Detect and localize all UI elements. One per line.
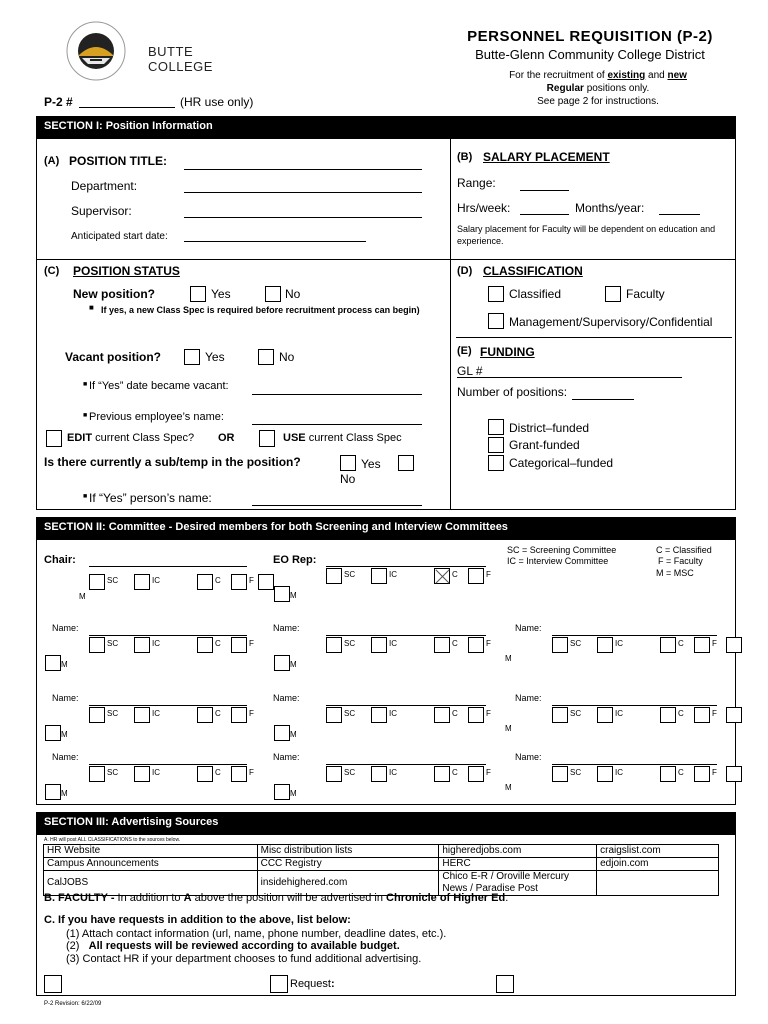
name-label: Name: xyxy=(52,693,79,703)
legend-sc: SC = Screening Committee xyxy=(507,545,617,555)
committee-c-label: C xyxy=(452,709,458,718)
committee-f-label: F xyxy=(486,639,491,648)
committee-m-checkbox[interactable] xyxy=(274,586,290,602)
months-year-field[interactable] xyxy=(659,214,700,215)
bullet-icon: ■ xyxy=(83,412,88,419)
form-title: PERSONNEL REQUISITION (P-2) xyxy=(467,28,713,45)
committee-sc-label: SC xyxy=(344,570,356,579)
advertising-cell: insidehighered.com xyxy=(257,871,439,896)
new-position-no-label: No xyxy=(285,287,301,301)
d-e-divider xyxy=(456,337,732,338)
logo xyxy=(64,20,260,82)
committee-f-checkbox[interactable] xyxy=(468,707,484,723)
committee-m-label: M xyxy=(79,592,86,601)
prev-employee-field[interactable] xyxy=(252,424,422,425)
request-checkbox-2[interactable] xyxy=(270,975,288,993)
committee-ic-label: IC xyxy=(615,709,623,718)
section2-bar: SECTION II: Committee - Desired members for both Screening and Interview Committees xyxy=(36,517,736,539)
name-label: Name: xyxy=(515,693,542,703)
committee-c-checkbox[interactable] xyxy=(197,766,213,782)
committee-c-label: C xyxy=(678,768,684,777)
name-field[interactable] xyxy=(552,635,717,636)
committee-f-checkbox[interactable] xyxy=(231,766,247,782)
faculty-advertising-line xyxy=(44,892,508,904)
grant-funded-checkbox[interactable] xyxy=(488,437,504,453)
edit-class-spec-label xyxy=(67,432,194,444)
use-class-spec-label xyxy=(283,432,402,444)
committee-f-checkbox[interactable] xyxy=(468,637,484,653)
committee-sc-checkbox[interactable] xyxy=(552,707,568,723)
committee-c-checkbox[interactable] xyxy=(660,637,676,653)
legend-ic: IC = Interview Committee xyxy=(507,556,609,566)
num-positions-field[interactable] xyxy=(572,399,634,400)
categorical-funded-checkbox[interactable] xyxy=(488,455,504,471)
committee-c-checkbox[interactable] xyxy=(197,707,213,723)
advertising-cell xyxy=(597,871,719,896)
new-word: new xyxy=(667,70,687,81)
committee-sc-label: SC xyxy=(570,768,582,777)
committee-f-label: F xyxy=(486,709,491,718)
committee-c-checkbox[interactable] xyxy=(434,707,450,723)
committee-m-label: M xyxy=(290,660,297,669)
name-label: Name: xyxy=(273,752,300,762)
committee-c-label: C xyxy=(678,709,684,718)
committee-sc-label: SC xyxy=(570,709,582,718)
committee-f-label: F xyxy=(249,768,254,777)
committee-sc-checkbox[interactable] xyxy=(552,766,568,782)
committee-m-checkbox[interactable] xyxy=(45,655,61,671)
name-field[interactable] xyxy=(552,705,717,706)
advertising-row xyxy=(44,858,719,871)
request-label xyxy=(290,978,335,990)
committee-f-checkbox[interactable] xyxy=(468,766,484,782)
committee-ic-checkbox[interactable] xyxy=(371,766,387,782)
positions-only: positions only. xyxy=(586,83,650,94)
committee-c-label: C xyxy=(452,768,458,777)
subtemp-yes-checkbox[interactable] xyxy=(340,455,356,471)
chronicle-text: Chronicle of Higher Ed xyxy=(386,892,506,904)
committee-ic-label: IC xyxy=(152,709,160,718)
committee-c-checkbox[interactable] xyxy=(660,707,676,723)
position-title-label: POSITION TITLE: xyxy=(69,154,167,168)
advertising-cell: HR Website xyxy=(44,845,258,858)
name-field[interactable] xyxy=(326,635,486,636)
additional-requests-label: C. If you have requests in addition to the above, list below: xyxy=(44,914,351,926)
name-field[interactable] xyxy=(552,764,717,765)
management-label: Management/Supervisory/Confidential xyxy=(509,315,713,329)
committee-m-label: M xyxy=(61,789,68,798)
request-colon: : xyxy=(330,978,335,990)
chair-label: Chair: xyxy=(44,554,76,566)
or-label: OR xyxy=(218,432,235,444)
committee-c-label: C xyxy=(215,639,221,648)
committee-f-checkbox[interactable] xyxy=(694,707,710,723)
committee-c-label: C xyxy=(215,768,221,777)
range-field[interactable] xyxy=(520,190,569,191)
committee-c-label: C xyxy=(215,709,221,718)
b-label: B. FACULTY - xyxy=(44,892,115,904)
name-field[interactable] xyxy=(326,764,486,765)
committee-ic-label: IC xyxy=(389,768,397,777)
use-word: USE xyxy=(283,432,306,444)
p2-label: P-2 # xyxy=(44,95,73,109)
subtemp-label: Is there currently a sub/temp in the position? xyxy=(44,455,301,469)
committee-f-checkbox[interactable] xyxy=(231,707,247,723)
advertising-cell: craigslist.com xyxy=(597,845,719,858)
committee-sc-checkbox[interactable] xyxy=(89,637,105,653)
logo-text: BUTTE COLLEGE xyxy=(148,44,213,74)
committee-c-label: C xyxy=(215,576,221,585)
committee-m-label: M xyxy=(290,789,297,798)
committee-f-label: F xyxy=(486,768,491,777)
committee-extra-checkbox[interactable] xyxy=(726,766,742,782)
existing-word: existing xyxy=(607,70,646,81)
committee-ic-checkbox[interactable] xyxy=(371,568,387,584)
new-position-label: New position? xyxy=(73,287,155,301)
legend-f: F = Faculty xyxy=(658,556,703,566)
committee-f-label: F xyxy=(249,639,254,648)
committee-ic-label: IC xyxy=(152,576,160,585)
position-title-field[interactable] xyxy=(184,169,422,170)
committee-f-checkbox[interactable] xyxy=(231,637,247,653)
committee-ic-checkbox[interactable] xyxy=(597,766,613,782)
committee-ic-label: IC xyxy=(389,639,397,648)
months-year-label: Months/year: xyxy=(575,201,645,215)
faculty-checkbox[interactable] xyxy=(605,286,621,302)
committee-m-label: M xyxy=(61,730,68,739)
legend-c: C = Classified xyxy=(656,545,712,555)
request-instruction-1: (1) Attach contact information (url, name, phone number, deadline dates, etc.). xyxy=(66,928,447,940)
committee-ic-label: IC xyxy=(389,570,397,579)
committee-extra-checkbox[interactable] xyxy=(726,707,742,723)
see-page-note: See page 2 for instructions. xyxy=(537,96,659,107)
committee-ic-checkbox[interactable] xyxy=(134,766,150,782)
position-status-title: POSITION STATUS xyxy=(73,264,180,278)
name-label: Name: xyxy=(273,623,300,633)
name-field[interactable] xyxy=(89,764,247,765)
new-position-yes-checkbox[interactable] xyxy=(190,286,206,302)
start-date-field[interactable] xyxy=(184,241,366,242)
recruit-note xyxy=(470,69,726,108)
advertising-cell: edjoin.com xyxy=(597,858,719,871)
committee-ic-label: IC xyxy=(615,639,623,648)
section1-row-divider xyxy=(36,259,736,260)
committee-f-label: F xyxy=(249,709,254,718)
committee-c-checkbox[interactable] xyxy=(660,766,676,782)
categorical-funded-label: Categorical–funded xyxy=(509,456,614,470)
committee-extra-checkbox[interactable] xyxy=(258,574,274,590)
classification-title: CLASSIFICATION xyxy=(483,264,583,278)
committee-m-checkbox[interactable] xyxy=(274,655,290,671)
d-letter: (D) xyxy=(457,265,473,277)
vacant-yes-label: Yes xyxy=(205,350,225,364)
name-label: Name: xyxy=(515,752,542,762)
committee-c-checkbox[interactable] xyxy=(434,568,450,584)
management-checkbox[interactable] xyxy=(488,313,504,329)
committee-c-label: C xyxy=(452,639,458,648)
committee-m-label: M xyxy=(505,724,512,733)
b-a: A xyxy=(183,892,192,904)
committee-ic-checkbox[interactable] xyxy=(371,637,387,653)
bullet-icon: ■ xyxy=(83,493,88,500)
eo-rep-field[interactable] xyxy=(326,566,486,567)
c-letter: (C) xyxy=(44,265,60,277)
committee-m-checkbox[interactable] xyxy=(274,784,290,800)
advertising-cell: Campus Announcements xyxy=(44,858,258,871)
department-field[interactable] xyxy=(184,192,422,193)
committee-sc-checkbox[interactable] xyxy=(326,568,342,584)
committee-ic-label: IC xyxy=(615,768,623,777)
p2-number-label xyxy=(44,95,73,109)
name-field[interactable] xyxy=(89,635,247,636)
committee-sc-checkbox[interactable] xyxy=(552,637,568,653)
salary-placement-title: SALARY PLACEMENT xyxy=(483,150,610,164)
committee-extra-checkbox[interactable] xyxy=(726,637,742,653)
name-label: Name: xyxy=(515,623,542,633)
regular-word: Regular xyxy=(546,83,584,94)
advertising-cell: HERC xyxy=(439,858,597,871)
b-text2: above the position will be advertised in xyxy=(194,892,383,904)
classified-checkbox[interactable] xyxy=(488,286,504,302)
committee-sc-checkbox[interactable] xyxy=(89,574,105,590)
committee-f-label: F xyxy=(712,768,717,777)
advertising-table xyxy=(43,844,719,896)
section1-bar: SECTION I: Position Information xyxy=(36,116,736,138)
grant-funded-label: Grant-funded xyxy=(509,438,580,452)
committee-c-checkbox[interactable] xyxy=(197,574,213,590)
legend-m: M = MSC xyxy=(656,568,694,578)
recruit-pre: For the recruitment of xyxy=(509,70,605,81)
new-position-no-checkbox[interactable] xyxy=(265,286,281,302)
hr-posts-note: A. HR will post ALL CLASSIFICATIONS to the sources below. xyxy=(44,837,181,843)
committee-m-label: M xyxy=(290,730,297,739)
committee-f-label: F xyxy=(249,576,254,585)
vacant-position-label: Vacant position? xyxy=(65,350,162,364)
department-label: Department: xyxy=(71,179,138,193)
gl-label: GL # xyxy=(457,364,483,378)
new-class-spec-note: If yes, a new Class Spec is required before recruitment process can begin) xyxy=(101,305,420,315)
b-text1: In addition to xyxy=(117,892,181,904)
committee-sc-checkbox[interactable] xyxy=(326,766,342,782)
chair-field[interactable] xyxy=(89,566,247,567)
committee-f-checkbox[interactable] xyxy=(231,574,247,590)
college-seal-icon xyxy=(64,20,128,82)
committee-ic-checkbox[interactable] xyxy=(597,637,613,653)
committee-m-label: M xyxy=(505,654,512,663)
faculty-salary-note: Salary placement for Faculty will be dependent on education and experience. xyxy=(457,224,716,246)
committee-ic-checkbox[interactable] xyxy=(134,574,150,590)
committee-sc-label: SC xyxy=(107,639,119,648)
subtemp-no-label: No xyxy=(340,472,356,486)
committee-c-checkbox[interactable] xyxy=(434,637,450,653)
committee-sc-checkbox[interactable] xyxy=(326,707,342,723)
hrs-week-field[interactable] xyxy=(520,214,569,215)
funding-title: FUNDING xyxy=(480,345,535,359)
revision-footer: P-2 Revision: 6/22/09 xyxy=(44,1001,102,1007)
advertising-cell: CCC Registry xyxy=(257,858,439,871)
committee-ic-label: IC xyxy=(152,768,160,777)
committee-sc-label: SC xyxy=(344,768,356,777)
committee-sc-label: SC xyxy=(570,639,582,648)
committee-ic-checkbox[interactable] xyxy=(371,707,387,723)
committee-c-label: C xyxy=(678,639,684,648)
range-label: Range: xyxy=(457,176,496,190)
request-word: Request xyxy=(290,978,331,990)
committee-m-checkbox[interactable] xyxy=(45,784,61,800)
supervisor-label: Supervisor: xyxy=(71,204,132,218)
num-positions-label: Number of positions: xyxy=(457,385,568,399)
name-label: Name: xyxy=(273,693,300,703)
committee-sc-checkbox[interactable] xyxy=(89,707,105,723)
advertising-cell: Chico E-R / Oroville Mercury News / Paradise Post xyxy=(439,871,597,896)
committee-ic-label: IC xyxy=(389,709,397,718)
district-name: Butte-Glenn Community College District xyxy=(475,47,705,62)
p2-number-field[interactable] xyxy=(79,107,175,108)
c2-text: All requests will be reviewed according to available budget. xyxy=(88,940,400,952)
use-rest: current Class Spec xyxy=(308,432,402,444)
request-checkbox-1[interactable] xyxy=(44,975,62,993)
e-letter: (E) xyxy=(457,345,472,357)
subtemp-name-label: If “Yes” person’s name: xyxy=(89,491,212,505)
vacant-yes-checkbox[interactable] xyxy=(184,349,200,365)
use-class-spec-checkbox[interactable] xyxy=(259,430,275,447)
committee-f-checkbox[interactable] xyxy=(694,766,710,782)
hrs-week-label: Hrs/week: xyxy=(457,201,511,215)
subtemp-name-field[interactable] xyxy=(252,505,422,506)
district-funded-label: District–funded xyxy=(509,421,590,435)
committee-c-checkbox[interactable] xyxy=(197,637,213,653)
committee-sc-label: SC xyxy=(344,639,356,648)
committee-f-label: F xyxy=(486,570,491,579)
prev-employee-label: Previous employee’s name: xyxy=(89,411,224,423)
a-letter: (A) xyxy=(44,155,60,167)
and-word: and xyxy=(648,70,665,81)
bullet-icon: ■ xyxy=(83,381,88,388)
advertising-cell: Misc distribution lists xyxy=(257,845,439,858)
name-label: Name: xyxy=(52,752,79,762)
committee-f-label: F xyxy=(712,709,717,718)
hr-use-label: (HR use only) xyxy=(180,95,254,109)
start-date-label: Anticipated start date: xyxy=(71,231,168,242)
request-checkbox-3[interactable] xyxy=(496,975,514,993)
edit-rest: current Class Spec? xyxy=(95,432,195,444)
classified-label: Classified xyxy=(509,287,562,301)
committee-m-label: M xyxy=(61,660,68,669)
committee-sc-label: SC xyxy=(344,709,356,718)
section1-col-divider xyxy=(450,138,451,510)
gl-field[interactable] xyxy=(457,377,682,378)
eo-rep-label: EO Rep: xyxy=(273,554,317,566)
committee-c-checkbox[interactable] xyxy=(434,766,450,782)
edit-class-spec-checkbox[interactable] xyxy=(46,430,62,447)
name-field[interactable] xyxy=(326,705,486,706)
subtemp-yes-label: Yes xyxy=(361,457,381,471)
request-instruction-3: (3) Contact HR if your department chooses to fund additional advertising. xyxy=(66,953,422,965)
committee-m-label: M xyxy=(290,591,297,600)
committee-sc-label: SC xyxy=(107,768,119,777)
committee-sc-checkbox[interactable] xyxy=(89,766,105,782)
advertising-cell: higheredjobs.com xyxy=(439,845,597,858)
c2-num: (2) xyxy=(66,940,80,952)
vacant-no-checkbox[interactable] xyxy=(258,349,274,365)
b-period: . xyxy=(505,892,509,904)
edit-word: EDIT xyxy=(67,432,93,444)
b-letter: (B) xyxy=(457,151,473,163)
committee-f-label: F xyxy=(712,639,717,648)
new-position-yes-label: Yes xyxy=(211,287,231,301)
faculty-label: Faculty xyxy=(626,287,665,301)
committee-ic-label: IC xyxy=(152,639,160,648)
date-vacant-label: If “Yes” date became vacant: xyxy=(89,380,229,392)
committee-m-label: M xyxy=(505,783,512,792)
district-funded-checkbox[interactable] xyxy=(488,419,504,435)
vacant-no-label: No xyxy=(279,350,295,364)
committee-ic-checkbox[interactable] xyxy=(597,707,613,723)
committee-m-checkbox[interactable] xyxy=(274,725,290,741)
name-label: Name: xyxy=(52,623,79,633)
date-vacant-field[interactable] xyxy=(252,394,422,395)
subtemp-no-checkbox[interactable] xyxy=(398,455,414,471)
committee-f-checkbox[interactable] xyxy=(694,637,710,653)
committee-ic-checkbox[interactable] xyxy=(134,637,150,653)
committee-ic-checkbox[interactable] xyxy=(134,707,150,723)
supervisor-field[interactable] xyxy=(184,217,422,218)
advertising-cell: CalJOBS xyxy=(44,871,258,896)
bullet-icon: ■ xyxy=(89,303,94,312)
advertising-row xyxy=(44,845,719,858)
section3-bar: SECTION III: Advertising Sources xyxy=(36,812,736,834)
committee-f-checkbox[interactable] xyxy=(468,568,484,584)
request-instruction-2 xyxy=(66,940,400,952)
committee-sc-label: SC xyxy=(107,709,119,718)
committee-sc-checkbox[interactable] xyxy=(326,637,342,653)
committee-c-label: C xyxy=(452,570,458,579)
name-field[interactable] xyxy=(89,705,247,706)
committee-sc-label: SC xyxy=(107,576,119,585)
committee-m-checkbox[interactable] xyxy=(45,725,61,741)
